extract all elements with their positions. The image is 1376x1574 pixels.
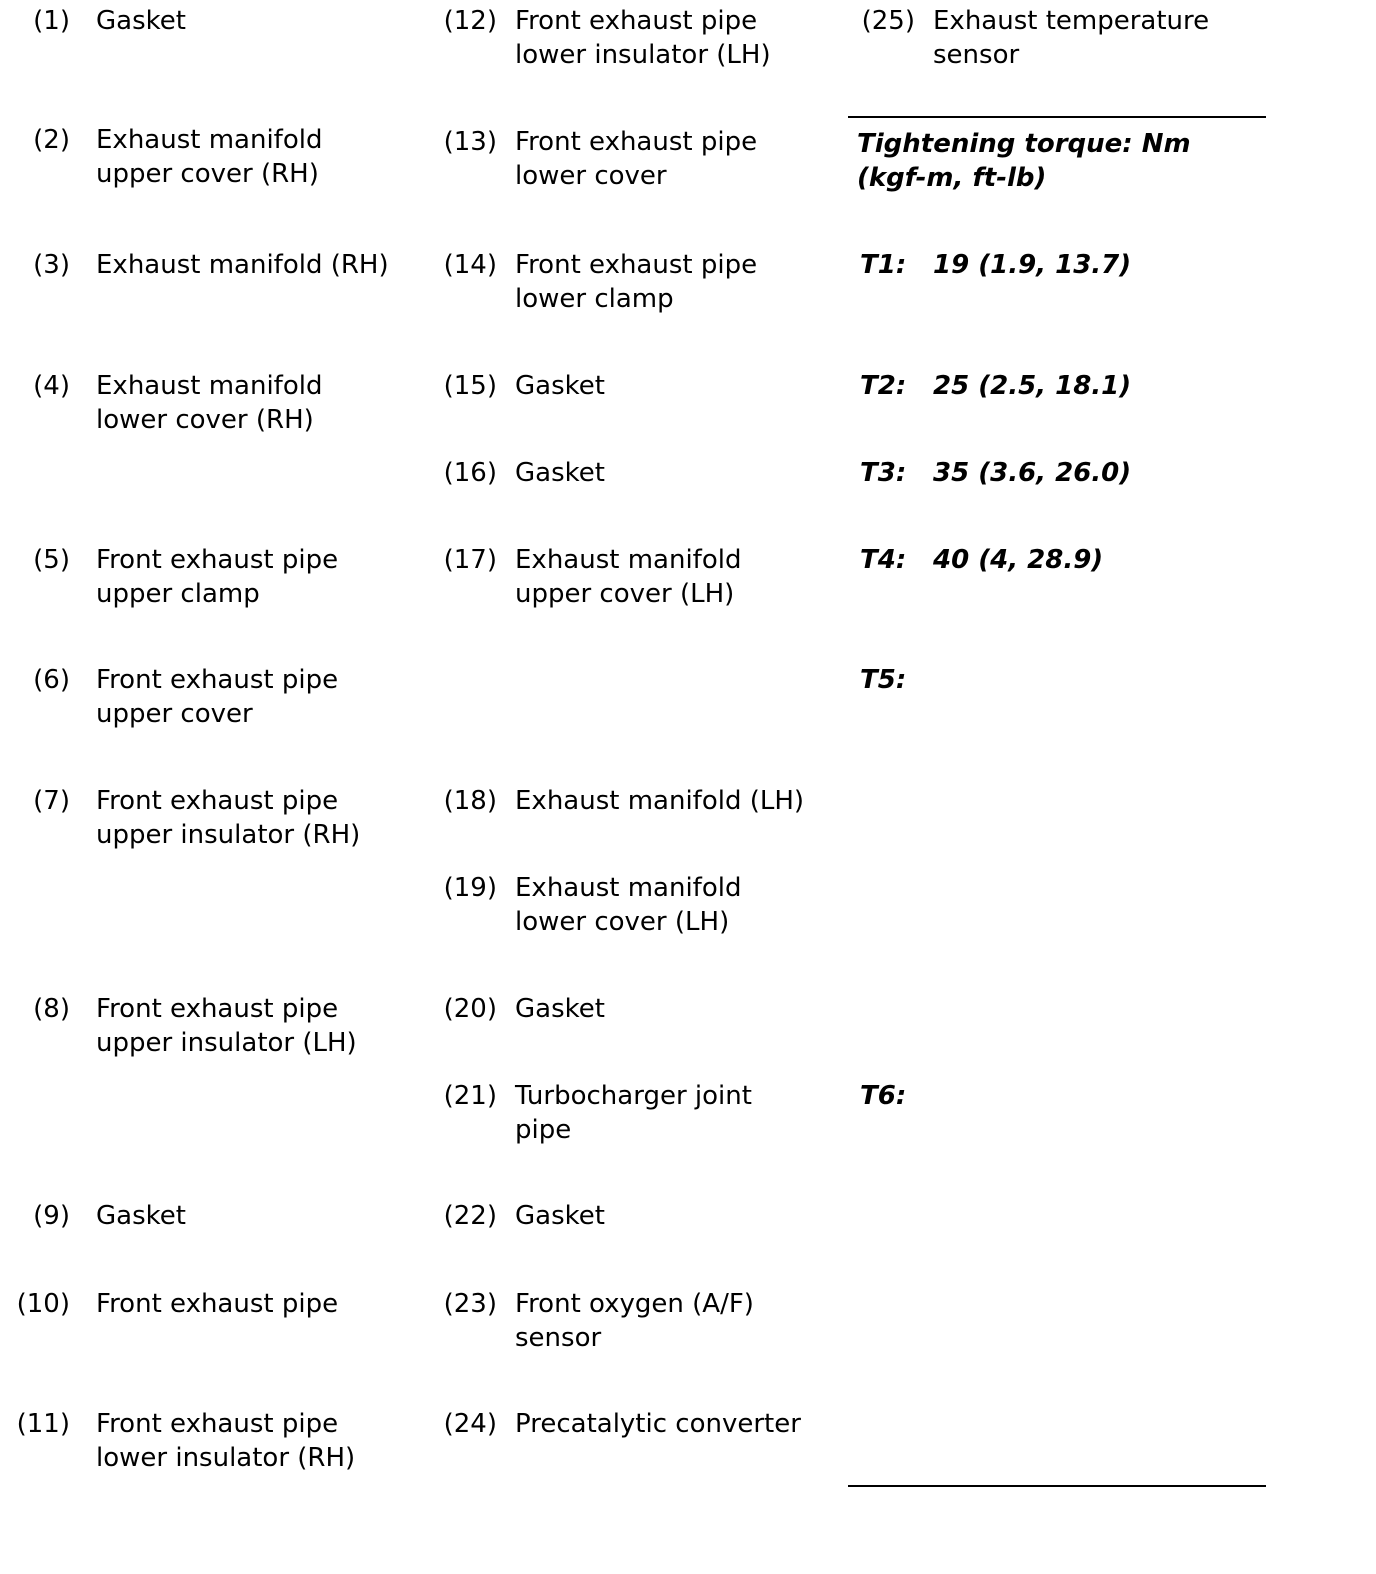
part-number: (24) <box>443 1409 497 1439</box>
part-item-25 <box>0 4 1300 74</box>
part-item-20 <box>0 992 860 1062</box>
part-name: Front oxygen (A/F) sensor <box>515 1289 754 1353</box>
part-name: Exhaust manifold lower cover (LH) <box>515 873 742 937</box>
part-name: Front exhaust pipe upper insulator (RH) <box>96 786 361 850</box>
part-name: Turbocharger joint pipe <box>515 1081 752 1145</box>
part-number: (2) <box>33 125 70 155</box>
part-item-18 <box>0 784 860 854</box>
part-name: Exhaust temperature sensor <box>933 6 1210 70</box>
part-number: (3) <box>33 250 70 280</box>
part-item-16 <box>0 456 860 526</box>
part-number: (15) <box>443 371 497 401</box>
bottom-divider <box>848 1485 1266 1487</box>
part-number: (6) <box>33 665 70 695</box>
part-item-14 <box>0 248 860 318</box>
part-item-13 <box>0 125 860 195</box>
part-name: Exhaust manifold upper cover (RH) <box>96 125 323 189</box>
torque-label: T5: <box>860 665 907 695</box>
torque-label: T4: <box>860 545 907 575</box>
part-name: Gasket <box>515 994 605 1024</box>
part-name: Gasket <box>515 458 605 488</box>
part-number: (8) <box>33 994 70 1024</box>
part-name: Exhaust manifold (LH) <box>515 786 805 816</box>
torque-heading: Tightening torque: Nm (kgf-m, ft-lb) <box>857 129 1191 193</box>
torque-value: 19 (1.9, 13.7) <box>933 250 1132 280</box>
part-item-23 <box>0 1287 860 1357</box>
part-name: Exhaust manifold (RH) <box>96 250 389 280</box>
torque-label: T1: <box>860 250 907 280</box>
part-name: Gasket <box>515 1201 605 1231</box>
torque-label: T6: <box>860 1081 907 1111</box>
part-name: Gasket <box>96 6 186 36</box>
part-number: (7) <box>33 786 70 816</box>
part-item-17 <box>0 543 860 613</box>
torque-value: 35 (3.6, 26.0) <box>933 458 1132 488</box>
part-name: Front exhaust pipe lower clamp <box>515 250 758 314</box>
part-number: (23) <box>443 1289 497 1319</box>
part-name: Front exhaust pipe upper insulator (LH) <box>96 994 357 1058</box>
part-name: Front exhaust pipe upper cover <box>96 665 339 729</box>
top-divider <box>848 116 1266 118</box>
part-item-15 <box>0 369 860 439</box>
torque-label: T2: <box>860 371 907 401</box>
part-name: Front exhaust pipe lower insulator (RH) <box>96 1409 356 1473</box>
part-number: (10) <box>16 1289 70 1319</box>
part-number: (11) <box>16 1409 70 1439</box>
part-name: Precatalytic converter <box>515 1409 801 1439</box>
part-name: Front exhaust pipe lower cover <box>515 127 758 191</box>
part-name: Gasket <box>96 1201 186 1231</box>
part-number: (18) <box>443 786 497 816</box>
part-number: (1) <box>33 6 70 36</box>
part-name: Front exhaust pipe upper clamp <box>96 545 339 609</box>
torque-value: 25 (2.5, 18.1) <box>933 371 1132 401</box>
part-number: (4) <box>33 371 70 401</box>
part-number: (14) <box>443 250 497 280</box>
part-number: (12) <box>443 6 497 36</box>
part-number: (16) <box>443 458 497 488</box>
part-name: Exhaust manifold upper cover (LH) <box>515 545 742 609</box>
part-number: (5) <box>33 545 70 575</box>
part-item-19 <box>0 871 860 941</box>
part-number: (25) <box>861 6 915 36</box>
part-item-6 <box>0 663 440 733</box>
part-number: (22) <box>443 1201 497 1231</box>
part-item-24 <box>0 1407 860 1477</box>
torque-label: T3: <box>860 458 907 488</box>
part-item-22 <box>0 1199 860 1269</box>
part-number: (21) <box>443 1081 497 1111</box>
part-name: Front exhaust pipe <box>96 1289 339 1319</box>
part-name: Gasket <box>515 371 605 401</box>
part-number: (20) <box>443 994 497 1024</box>
part-item-21 <box>0 1079 860 1149</box>
part-name: Front exhaust pipe lower insulator (LH) <box>515 6 771 70</box>
torque-value: 40 (4, 28.9) <box>933 545 1104 575</box>
part-number: (9) <box>33 1201 70 1231</box>
part-name: Exhaust manifold lower cover (RH) <box>96 371 323 435</box>
part-number: (17) <box>443 545 497 575</box>
part-number: (19) <box>443 873 497 903</box>
part-number: (13) <box>443 127 497 157</box>
